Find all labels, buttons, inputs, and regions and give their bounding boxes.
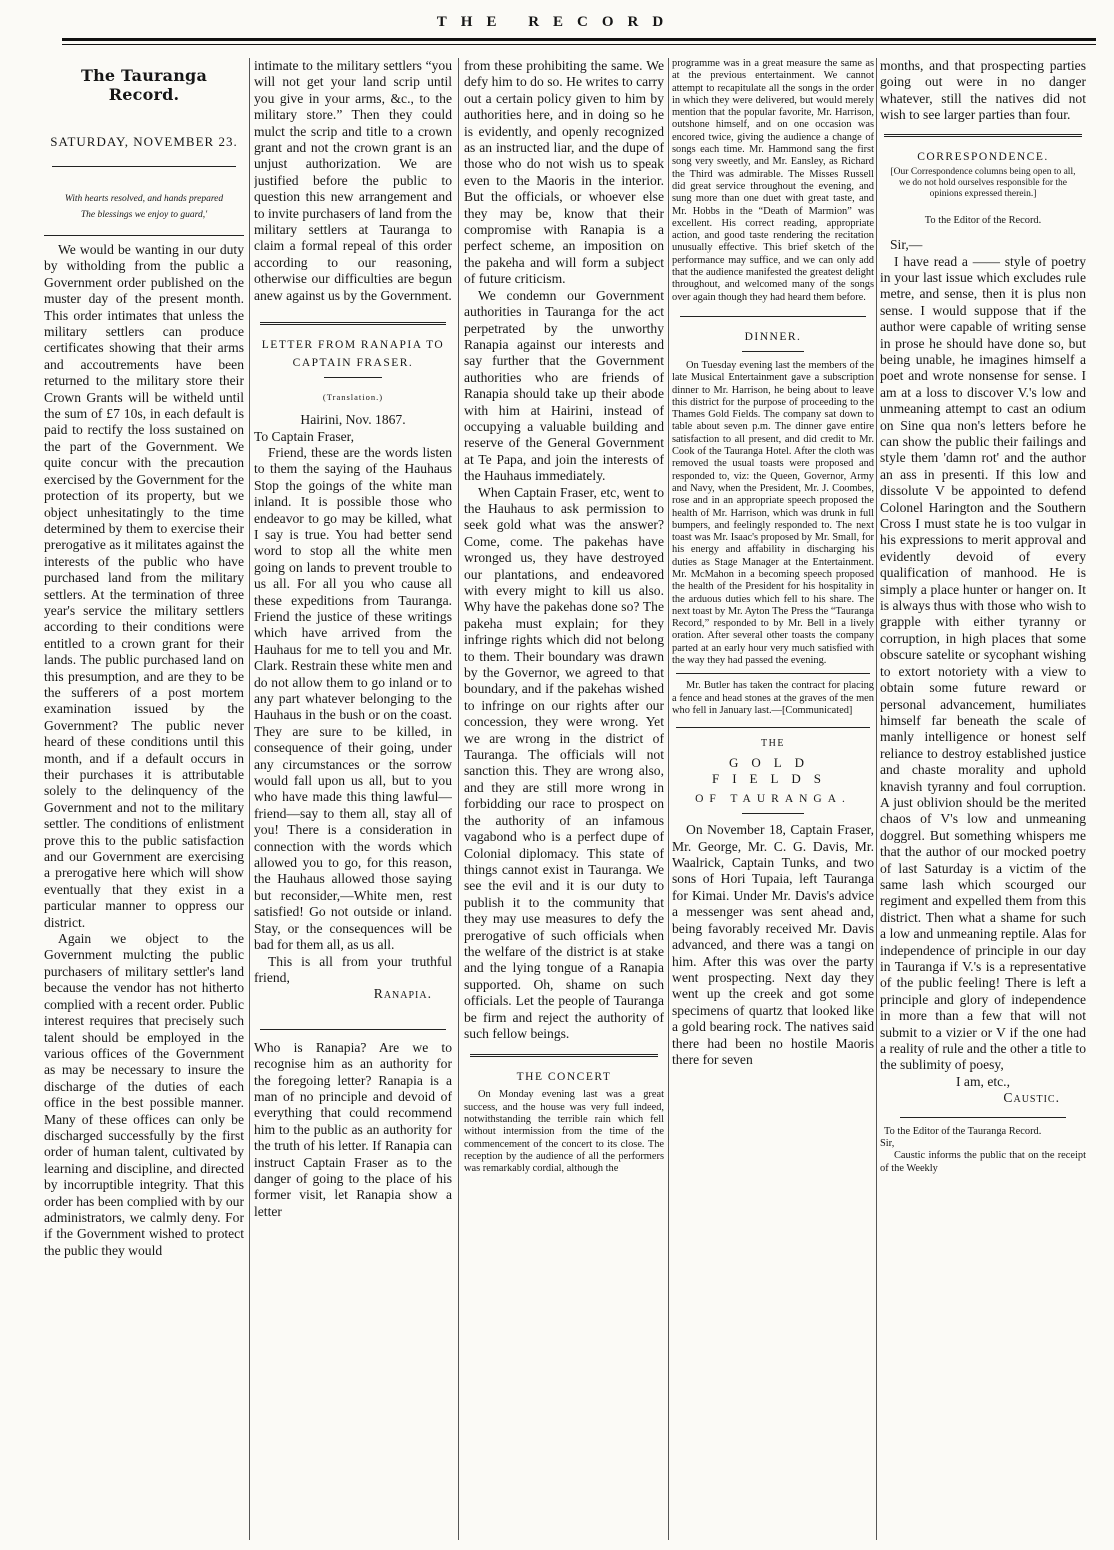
- masthead: The Tauranga Record.: [80, 66, 208, 104]
- separator: [676, 727, 870, 728]
- letter-signature: Caustic.: [1003, 1090, 1060, 1106]
- correspondence-letter-body: I have read a —— style of poetry in your last issue which excludes rule metre, and sense, then it is plus non sense. I would suppose that if the author were capable of writing sense in prose he should have done so, but being unable, he imagines himself a poet and wrote nonsense for sense. I am at a loss to discover V.'s low and unmeaning attempt to cast an odium on Sine qua non's letters before he can show the public their failings and style them 'damn rot' and the author an ass in presenti. If this low and dissolute V be appointed to defend Colonel Harington and the Southern Cross I must state he is too vulgar in his expressions to merit approval and evidently devoid of every qualification of manhood. He is simply a place hunter or hanger on. It is always thus with those who wish to grapple with either tyranny or corruption, in high places that some obscure satelite or sycophant wishing to extort notoriety with a view to obtain some future reward or personal advancement, humiliates himself far beneath the scale of manly intelligence or honest self reliance to destroy established justice and chaste morality and uphold knavish tyranny and foul corruption. A just oblivion should be the merited chaos of V's low and unmeaning doggrel. But something whispers me that the author of our mocked poetry of last Saturday is a victim of the same lash which scourged our regiment and expelled them from this district. Then what a shame for such a low and unmeaning reptile. Alas for independence of principle in our day in Tauranga if V.'s is a representative of the public feeling! There is left a principle and glory of independence in more than a few that will not submit to a vizier or V if the one had a reality of rule and the other a title to the sublimity of poesy,: [880, 253, 1086, 1073]
- concert-headline: THE CONCERT: [516, 1071, 612, 1084]
- letter-body: Friend, these are the words listen to them the saying of the Hauhaus Stop the goings of the white man inland. It is possible those who endeavor to go may be killed, what I say is true. You had better send word to stop all the white men going on lands to prevent trouble to us all. For all you who cause all these expeditions from Tauranga. Friend the justice of these writings which have arrived from the Hauhaus for me to tell you and Mr. Clark. Restrain these white men and do not allow them to go inland or to any part whatever belonging to the Hauhaus in the bush or on the coast. They are sure to be killed, in consequence of their going, under any circumstances or the sorrow would fall upon us all, but to you who have made this thing lawful—friend—say to them all, stay all of you! There is a consideration in connection with the words which allowed you to go, for this reason, the Hauhaus allowed those saying but reconsider,—White men, rest satisfied! Go not outside or inland. Stay, or the consequences will be bad for them all, as us all.: [254, 444, 452, 953]
- column-divider: [876, 58, 877, 1540]
- editorial-paragraph: Again we object to the Government mulcting the public purchasers of military settler's land because the vendor has not hitherto complied with a recent order. Public interest requires that precisely such talent should be employed in the various offices of the Government as may be necessary to insure the discharge of the duties of each office in the best possible manner. Many of these offices can only be discharged successfully by the first order of human talent, cultivated by learning and discipline, and directed by incorruptible integrity. That this order has been complied with by our administrators, we calmly deny. For if the Government wished to protect the public they would: [44, 931, 244, 1258]
- separator: [680, 316, 866, 317]
- separator: [260, 1029, 446, 1030]
- letter-salutation: Sir,—: [890, 237, 923, 253]
- separator: [884, 134, 1082, 137]
- header-rule-thick: [62, 38, 1096, 41]
- gold-fields-title: GOLD FIELDS: [711, 755, 835, 787]
- column-divider: [458, 58, 459, 1540]
- dinner-body: On Tuesday evening last the members of the late Musical Entertainment gave a subscription dinner to Mr. Harrison, he being about to leave this district for the purpose of proceeding to the Thames Gold Fields. The company sat down to table about seven p.m. The dinner gave entire satisfaction to all present, and did credit to Mr. Cook of the Tauranga Hotel. After the cloth was removed the usual toasts were proposed and responded to, viz: the Queen, Governor, Army and Navy, when the President, Mr. J. Coombes, rose and in an appropriate speech proposed the health of Mr. Harrison, which was drunk in full bumpers, and feelingly responded to. The next toast was Mr. Isaac's proposed by Mr. Small, for his energy and affability in discharging his duties as Stage Manager at the Entertainment. Mr. McMahon in a becoming speech proposed the health of the President for his hospitality in the arduous duties which fell to his share. The next toast by Mr. Ayton The Press the “Tauranga Record,” responded to by Mr. Bell in a lively oration. After several other toasts the company parted at an early hour very much satisfied with the way they had passed the evening.: [672, 359, 874, 667]
- letter-salutation: To Captain Fraser,: [254, 428, 355, 444]
- dateline: SATURDAY, NOVEMBER 23.: [50, 134, 238, 149]
- editorial-commentary: Who is Ranapia? Are we to recognise him as an authority for the foregoing letter? Ranapia is a man of no principle and devoid of everything that could recommend him to the public as an authority for the truth of his letter. If Ranapia can instruct Captain Fraser as to the danger of going to the place of his former visit, let Ranapia show a letter: [254, 1039, 452, 1219]
- motto-line-1: With hearts resolved, and hands prepared: [64, 194, 224, 204]
- separator: [742, 813, 804, 814]
- dinner-headline: DINNER.: [744, 330, 802, 343]
- separator: [44, 235, 244, 236]
- column-divider: [668, 58, 669, 1540]
- column-1: [44, 58, 244, 1540]
- concert-continuation: programme was in a great measure the same as at the previous entertainment. We cannot attempt to recapitulate all the songs in the order in which they were delivered, but would merely mention that the popular favorite, Mr. Harrison, outshone himself, and on one occasion was encored twice, giving the audience a change of songs each time. Mr. Hammond sang the first song very sweetly, and Mr. Eansley, as Richard the Third was admirable. The Misses Russell did great service throughout the evening, and sung more than one duet with great taste, and Mr. Hobbs in the “Death of Marmion” was excellent. His correct reading, appropriate action, and good taste rendering the recitation unusually effective. This brief sketch of the performance may suffice, and we can only add that the audience manifested the greatest delight throughout, and welcomed many of the songs over again though they had heard them before.: [672, 58, 874, 303]
- gold-fields-subtitle: OF TAURANGA.: [695, 793, 851, 806]
- separator: [470, 1054, 658, 1057]
- translation-note: (Translation.): [322, 392, 384, 403]
- column-5: [880, 58, 1086, 1540]
- column-3: [464, 58, 664, 1540]
- separator: [676, 673, 870, 674]
- letter-dateline: Hairini, Nov. 1867.: [300, 412, 406, 428]
- column-divider: [249, 58, 250, 1540]
- concert-body: On Monday evening last was a great success, and the house was very full indeed, notwithstanding the terrible rain which fell without intermission from the time of the commencement of the concert to its close. The reception by the audience of all the performers was remarkably cordial, although the: [464, 1089, 664, 1175]
- editorial-continuation: from these prohibiting the same. We defy him to do so. He writes to carry out a certain policy given to him by authorities here, and in doing so he is evidently, and openly recognized as an instructed liar, and the dupe of those who do not wish us to speak even to the Maoris in the interior. But the officials, or whoever else they may be, know that their compromise with Ranapia is a perfect scheme, an imposition on the pakeha and will form a subject of future criticism.: [464, 58, 664, 287]
- separator: [260, 322, 446, 325]
- gold-fields-the: THE: [761, 738, 785, 750]
- separator: [324, 377, 382, 378]
- gold-fields-continuation: months, and that prospecting parties going out were in no danger whatever, still the natives did not wish to see larger parties than four.: [880, 58, 1086, 123]
- column-4: [672, 58, 874, 1540]
- gold-fields-body: On November 18, Captain Fraser, Mr. George, Mr. C. G. Davis, Mr. Waalrick, Captain Tunks, and two sons of Hori Tupaia, left Tauranga for Kimai. Under Mr. Davis's advice a messenger was sent ahead and, being favorably received Mr. Davis advanced, and there was a tangi on him. After this was over the party went prospecting. Next day they went up the creek and got some specimens of quartz that looked like a gold bearing rock. The natives said there had been no hostile Maoris there for seven: [672, 822, 874, 1067]
- separator: [900, 1117, 1066, 1118]
- second-letter-salutation: Sir,: [880, 1137, 895, 1149]
- page-header: [0, 0, 1114, 60]
- editorial-paragraph: We condemn our Government authorities in Tauranga for the act perpetrated by the unworthy Ranapia against our interests and say further that the Government authorities who are friends of Ranapia should take up their abode with him at Hairini, instead of occupying a valuable building and reserve of the General Government at Te Papa, and join the interests of the Hauhaus immediately.: [464, 287, 664, 484]
- column-2: [254, 58, 452, 1540]
- header-rule-thin: [62, 44, 1096, 45]
- letter-headline-line-1: LETTER FROM RANAPIA TO: [261, 339, 445, 352]
- motto-line-2: The blessings we enjoy to guard,': [80, 210, 208, 220]
- editorial-paragraph: When Captain Fraser, etc, went to the Hauhaus to ask permission to seek gold what was the answer? Come, come. The pakehas have wronged us, they have destroyed our plantations, and endeavored with every might to kill us also. Why have the pakehas done so? The pakeha must explain; for they infringe rights which did not belong to them. Their boundary was drawn by the Governor, we agreed to that boundary, and if the pakehas wished to infringe on our rights after our concession, they were wrong. Yet we are wrong in the district of Tauranga. The officials will not sanction this. They are wrong also, and they are still more wrong in forbidding our race to prospect on the authority of an infamous vagabond who is a perfect dupe of Colonial diplomacy. This state of things cannot exist in Tauranga. We see the evil and it is our duty to publish it to the community that they may use measures to defy the prerogative of such officials when the welfare of the district is at stake and the lying tongue of a Ranapia supported. Oh, shame on such officials. Let the people of Tauranga be firm and reject the authority of such fellow beings.: [464, 484, 664, 1041]
- editorial-paragraph: We would be wanting in our duty by witholding from the public a Government order published on the muster day of the present month. This order intimates that unless the military settlers can produce certificates showing that their arms and accoutrements have been returned to the military store their Crown Grants will be witheld until the sum of £7 10s, in each default is paid to rectify the loss sustained on the part of the Government. We quite concur with the precaution exercised by the Government for the protection of its property, but we object unhesitatingly to the time determined by them to exercise their prerogative as it militates against the interests of the public who have purchased land from the military settlers. At the termination of three year's service the military settlers according to their conditions were entitled to a crown grant for their lands. The public purchased land on this presumption, and are they to be the sufferers of a post mortem examination issued by the Government? The public never heard of these conditions until this month, and if a default occurs in their purchases it is attributable solely to the delinquency of the Government and not to the military settler. The conditions of enlistment prove this to the public satisfaction and our Government are exercising a prerogative here which will show eventually that they exist in a particular manner to oppress our district.: [44, 242, 244, 930]
- separator: [742, 351, 804, 352]
- editorial-continuation: intimate to the military settlers “you will not get your land scrip until you give in your arms, &c., to the military store.” Then they could mulct the scrip and title to a crown grant and not the crown grant is an unjust authorization. We are justified before the public to question this new arrangement and to invite purchasers of land from the military settlers at Tauranga to claim a formal repeal of this order according to our reasoning, otherwise our difficulties are begun anew against us by the Government.: [254, 58, 452, 303]
- letter-closing: I am, etc.,: [956, 1073, 1010, 1089]
- correspondence-note: [Our Correspondence columns being open to all, we do not hold ourselves responsible for the opinions expressed therein.]: [890, 166, 1076, 200]
- letter-headline-line-2: CAPTAIN FRASER.: [292, 357, 414, 370]
- running-head: THE RECORD: [436, 14, 678, 30]
- butler-note: Mr. Butler has taken the contract for placing a fence and head stones at the graves of the men who fell in January last.—[Communicated]: [672, 680, 874, 716]
- correspondence-headline: CORRESPONDENCE.: [917, 150, 1049, 163]
- second-to-editor-line: To the Editor of the Tauranga Record.: [884, 1125, 1042, 1137]
- letter-closing: This is all from your truthful friend,: [254, 953, 452, 985]
- separator: [52, 166, 236, 167]
- letter-signature: Ranapia.: [373, 986, 432, 1002]
- motto: [44, 191, 244, 223]
- to-editor-line: To the Editor of the Record.: [924, 214, 1042, 226]
- second-letter-body: Caustic informs the public that on the receipt of the Weekly: [880, 1150, 1086, 1174]
